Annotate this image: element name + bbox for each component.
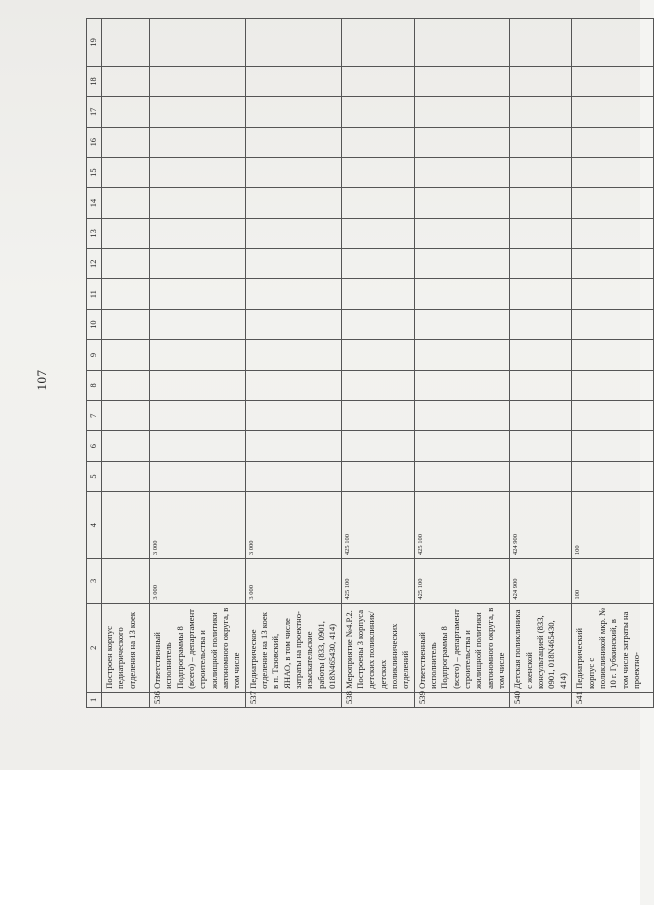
empty-cell — [102, 249, 150, 279]
empty-cell — [510, 218, 572, 248]
empty-cell — [572, 309, 654, 339]
empty-cell — [572, 431, 654, 461]
empty-cell — [341, 309, 414, 339]
empty-cell — [572, 188, 654, 218]
empty-cell — [414, 218, 510, 248]
empty-cell — [414, 370, 510, 400]
column-header: 15 — [87, 157, 102, 187]
value-cell: 425 100 — [414, 559, 510, 604]
empty-cell — [341, 370, 414, 400]
empty-cell — [341, 279, 414, 309]
empty-cell — [341, 401, 414, 431]
empty-cell — [341, 127, 414, 157]
empty-cell — [414, 66, 510, 96]
empty-cell — [510, 188, 572, 218]
empty-cell — [245, 309, 341, 339]
empty-cell — [245, 401, 341, 431]
empty-cell — [102, 66, 150, 96]
empty-cell — [150, 19, 246, 67]
empty-cell — [510, 340, 572, 370]
column-header: 7 — [87, 401, 102, 431]
empty-cell — [245, 218, 341, 248]
value-cell — [102, 492, 150, 559]
value-cell: 3 000 — [245, 492, 341, 559]
column-header: 18 — [87, 66, 102, 96]
empty-cell — [102, 309, 150, 339]
budget-table-grid — [86, 18, 654, 708]
column-header: 11 — [87, 279, 102, 309]
empty-cell — [414, 127, 510, 157]
empty-cell — [150, 218, 246, 248]
empty-cell — [572, 401, 654, 431]
empty-cell — [510, 127, 572, 157]
empty-cell — [510, 401, 572, 431]
empty-cell — [414, 401, 510, 431]
empty-cell — [414, 461, 510, 491]
empty-cell — [414, 188, 510, 218]
empty-cell — [510, 309, 572, 339]
empty-cell — [510, 157, 572, 187]
column-header: 6 — [87, 431, 102, 461]
budget-table — [86, 18, 642, 708]
empty-cell — [341, 188, 414, 218]
empty-cell — [245, 279, 341, 309]
column-header: 16 — [87, 127, 102, 157]
column-header: 8 — [87, 370, 102, 400]
empty-cell — [150, 461, 246, 491]
empty-cell — [341, 431, 414, 461]
column-header: 14 — [87, 188, 102, 218]
row-name-cell: Ответственный исполнитель Подпрограммы 8 (всего) – департамент строительства и жилищной политики автономного округа, в том числе — [150, 603, 246, 692]
empty-cell — [341, 157, 414, 187]
table-row — [245, 19, 341, 708]
empty-cell — [150, 309, 246, 339]
empty-cell — [150, 249, 246, 279]
empty-cell — [510, 370, 572, 400]
empty-cell — [245, 249, 341, 279]
empty-cell — [414, 249, 510, 279]
column-header: 3 — [87, 559, 102, 604]
table-row — [102, 19, 150, 708]
empty-cell — [245, 157, 341, 187]
empty-cell — [150, 431, 246, 461]
column-header: 2 — [87, 603, 102, 692]
empty-cell — [572, 249, 654, 279]
table-row — [510, 19, 572, 708]
value-cell: 3 000 — [150, 559, 246, 604]
empty-cell — [510, 97, 572, 127]
empty-cell — [245, 431, 341, 461]
row-name-cell: Педиатрическое отделение на 13 коек в п. Тазовский, ЯНАО, в том числе затраты на проектно-изыскательские работы (833, 0901, 018N465430, 414) — [245, 603, 341, 692]
empty-cell — [414, 157, 510, 187]
row-number-cell: 539 — [414, 692, 510, 707]
empty-cell — [341, 19, 414, 67]
empty-cell — [150, 66, 246, 96]
row-number-cell: 540 — [510, 692, 572, 707]
empty-cell — [572, 461, 654, 491]
empty-cell — [102, 188, 150, 218]
empty-cell — [102, 340, 150, 370]
empty-cell — [245, 188, 341, 218]
empty-cell — [102, 127, 150, 157]
empty-cell — [510, 431, 572, 461]
empty-cell — [510, 279, 572, 309]
value-cell: 424 900 — [510, 492, 572, 559]
table-row — [414, 19, 510, 708]
empty-cell — [414, 340, 510, 370]
empty-cell — [341, 249, 414, 279]
empty-cell — [572, 218, 654, 248]
column-header: 12 — [87, 249, 102, 279]
table-row — [150, 19, 246, 708]
row-number-cell: 536 — [150, 692, 246, 707]
empty-cell — [572, 340, 654, 370]
empty-cell — [102, 461, 150, 491]
row-name-cell: Педиатрический корпус с поликлиникой мкр. № 10 г. Губкинский, в том числе затраты на проектно- — [572, 603, 654, 692]
empty-cell — [102, 19, 150, 67]
row-name-cell: Детская поликлиника с женской консультацией (833, 0901, 018N465430, 414) — [510, 603, 572, 692]
table-row — [341, 19, 414, 708]
empty-cell — [510, 19, 572, 67]
empty-cell — [572, 97, 654, 127]
empty-cell — [245, 97, 341, 127]
table-row — [572, 19, 654, 708]
column-header: 17 — [87, 97, 102, 127]
column-header: 19 — [87, 19, 102, 67]
empty-cell — [414, 431, 510, 461]
empty-cell — [102, 431, 150, 461]
column-header: 9 — [87, 340, 102, 370]
empty-cell — [341, 461, 414, 491]
empty-cell — [150, 401, 246, 431]
empty-cell — [102, 370, 150, 400]
empty-cell — [510, 249, 572, 279]
empty-cell — [510, 461, 572, 491]
empty-cell — [245, 66, 341, 96]
empty-cell — [150, 370, 246, 400]
empty-cell — [245, 127, 341, 157]
empty-cell — [572, 279, 654, 309]
row-number-cell: 541 — [572, 692, 654, 707]
empty-cell — [572, 370, 654, 400]
empty-cell — [414, 279, 510, 309]
empty-cell — [414, 309, 510, 339]
column-header: 4 — [87, 492, 102, 559]
value-cell: 3 000 — [245, 559, 341, 604]
column-header: 13 — [87, 218, 102, 248]
empty-cell — [150, 97, 246, 127]
row-name-cell: Построен корпус педиатрического отделения на 13 коек — [102, 603, 150, 692]
value-cell: 3 000 — [150, 492, 246, 559]
empty-cell — [510, 66, 572, 96]
empty-cell — [572, 19, 654, 67]
empty-cell — [150, 157, 246, 187]
empty-cell — [102, 279, 150, 309]
empty-cell — [102, 218, 150, 248]
column-header: 5 — [87, 461, 102, 491]
value-cell: 425 100 — [341, 559, 414, 604]
empty-cell — [150, 188, 246, 218]
row-number-cell: 537 — [245, 692, 341, 707]
table-body — [87, 19, 654, 708]
row-name-cell: Мероприятие №4.Р.2. Построены 3 корпуса детских поликлиник/детских поликлинических отделений — [341, 603, 414, 692]
empty-cell — [341, 218, 414, 248]
value-cell: 100 — [572, 559, 654, 604]
value-cell: 425 100 — [341, 492, 414, 559]
value-cell — [102, 559, 150, 604]
row-number-cell — [102, 692, 150, 707]
empty-cell — [150, 127, 246, 157]
empty-cell — [102, 401, 150, 431]
empty-cell — [245, 19, 341, 67]
empty-cell — [245, 370, 341, 400]
empty-cell — [102, 157, 150, 187]
value-cell: 424 900 — [510, 559, 572, 604]
empty-cell — [414, 97, 510, 127]
empty-cell — [572, 127, 654, 157]
value-cell: 100 — [572, 492, 654, 559]
empty-cell — [102, 97, 150, 127]
empty-cell — [150, 279, 246, 309]
value-cell: 425 100 — [414, 492, 510, 559]
row-number-cell: 538 — [341, 692, 414, 707]
page-bottom-margin — [0, 770, 640, 905]
row-name-cell: Ответственный исполнитель Подпрограммы 8 (всего) – департамент строительства и жилищной политики автономного округа, в том числе — [414, 603, 510, 692]
empty-cell — [341, 340, 414, 370]
empty-cell — [414, 19, 510, 67]
header-row — [87, 19, 102, 708]
empty-cell — [572, 66, 654, 96]
empty-cell — [150, 340, 246, 370]
empty-cell — [341, 66, 414, 96]
empty-cell — [341, 97, 414, 127]
empty-cell — [572, 157, 654, 187]
column-header: 1 — [87, 692, 102, 707]
column-header: 10 — [87, 309, 102, 339]
empty-cell — [245, 461, 341, 491]
empty-cell — [245, 340, 341, 370]
page-number: 107 — [34, 369, 49, 391]
